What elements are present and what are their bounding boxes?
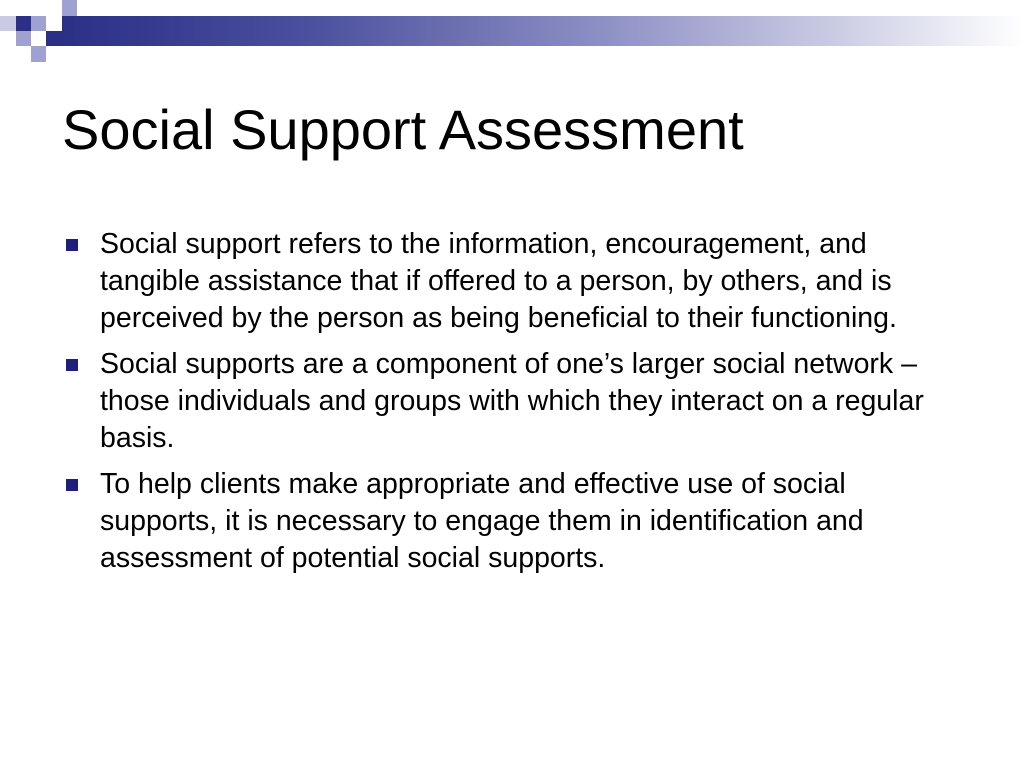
- decorative-square: [46, 16, 62, 31]
- header-gradient-bar: [62, 16, 1024, 46]
- decorative-square: [0, 0, 16, 16]
- decorative-square: [31, 31, 46, 46]
- decorative-square: [31, 16, 46, 31]
- decorative-square: [0, 16, 16, 31]
- square-bullet-icon: [66, 359, 78, 371]
- bullet-item: [62, 466, 962, 577]
- bullet-item: [62, 226, 962, 337]
- decorative-square: [46, 31, 62, 46]
- bullet-text: Social support refers to the information, encouragement, and tangible assistance that if offered to a person, by others, and is perceived by the person as being beneficial to their functioning.: [100, 228, 897, 334]
- decorative-square: [62, 0, 77, 16]
- bullet-list: [62, 226, 962, 586]
- square-bullet-icon: [66, 479, 78, 491]
- decorative-square: [31, 46, 46, 62]
- decorative-square: [16, 31, 31, 46]
- bullet-text: To help clients make appropriate and effective use of social supports, it is necessary to engage them in identification and assessment of potential social supports.: [100, 468, 864, 574]
- slide-title: Social Support Assessment: [62, 98, 744, 161]
- header-decoration: [0, 0, 1024, 62]
- square-bullet-icon: [66, 239, 78, 251]
- bullet-item: [62, 346, 962, 457]
- bullet-text: Social supports are a component of one’s larger social network – those individuals and groups with which they interact on a regular basis.: [100, 348, 924, 454]
- decorative-square: [16, 16, 31, 31]
